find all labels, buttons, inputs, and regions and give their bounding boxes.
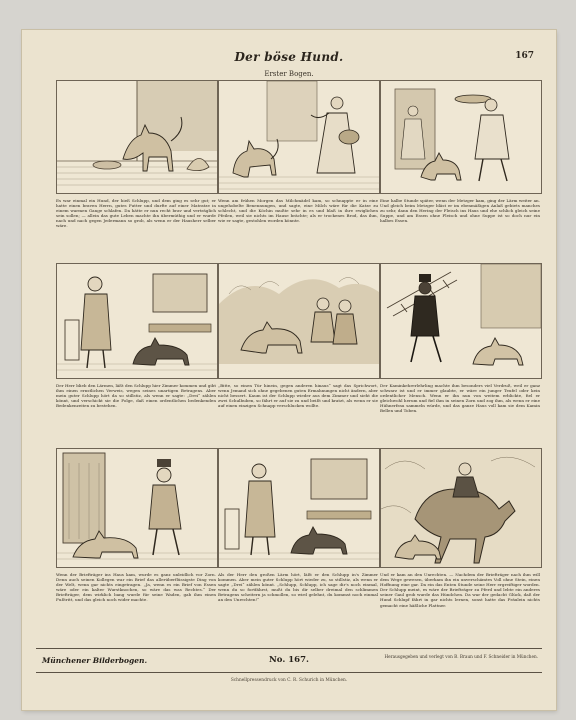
- page-number: 167: [515, 51, 534, 61]
- panel-4-caption: Der Herr blieb den Lärmen, läßt den Schlupp hier Zimmer kommen und gibt ihm einen ernstlichen Verweis, wegen seines unartigen Betragens. Aber mein guter Schlupp hört da so stillstiz, als wenn er sagte: „Drei“ zählen könnt, und verschickt sie die Folge, daß einen ordentlichen bedenkenden Bedenkenzeiten zu bestehen.: [56, 383, 216, 409]
- sheet-subtitle: Erster Bogen.: [264, 70, 314, 78]
- broadsheet-page: [22, 30, 556, 710]
- panel-5-caption: „Bitte, so einen Tür hinein, gegen anderen hinaus“ sagt das Sprichwort, wenn Jemand sich ohne gegebenen guten Ermahnungen nicht ändern, aber nicht bessert. Kaum ist der Schlupp wieder aus dem Zimmer und sieht die zwei Schulbuben, so fährt er auf sie zu und beißt und kratzt, als wenn er sie auf einen einzigen Schnapp verschlucken wollte.: [218, 383, 378, 409]
- panel-7-caption: Wenn der Briefträger ins Haus kam, wurde es ganz unleidlich vor Zorn. Denn auch seinen Kollegen war ein Brief das allerüberflüssigste Ding von der Welt, wenn gar nichts eingetragen. „Ja, wenn es ein Brief von Essen wäre oder ein kalter Wurstknochen, so wäre das was Rechtes.“ Der Briefträger, dem wirklich bang wurde für seine Waden, gab ihm einen Fußtritt, und das gleich noch wider machte.: [56, 572, 216, 603]
- illustration-chimney-sweep: [380, 263, 542, 379]
- sheet-title: Der böse Hund.: [234, 50, 344, 64]
- engraving-milkmaid: [219, 81, 379, 193]
- illustration-schoolboys: [218, 263, 380, 379]
- publisher-line: Herausgegeben und verlegt von B. Braun und F. Schneider in München.: [384, 654, 538, 659]
- engraving-master-warns: [219, 449, 379, 567]
- panel-2-caption: Wenn am frühen Morgen das Milchmädel kam, so schnappte er in eine ungehobelte Benennungen, und sagte, eine Milch wäre für die Katze zu schlecht, und die Köchin mußte sehr in es und blaß in ihre ewiglichen Pfeilen, weil sie nichts im Hause brächte; als er trockenes Brod, das ihm, wie er sagte, gestohlen worden könnte.: [218, 198, 378, 224]
- illustration-master-scolds: [56, 263, 218, 379]
- engraving-postman: [57, 449, 217, 567]
- illustration-butcher: [380, 80, 542, 194]
- illustration-horse-rider: [380, 448, 542, 568]
- illustration-master-warns: [218, 448, 380, 568]
- sheet-number: No. 167.: [269, 655, 309, 665]
- panel-6-caption: Der Kaminkehrerlehrling machte ihm besonders viel Verdruß, weil er ganz schwarz ist und er immer glaubte, er wäre ein junger Teufel oder kein ordentlicher Mensch. Wenn er ihn nun von weitem erblickte, fiel er gleichwohl herum und fiel ihm in seinen Zorn und zog ihm, als wenn er eine Hühnerfrau sammeln würde, und das ganze Haus voll kam sie dem Kamin Bellen und Toben.: [380, 383, 540, 414]
- engraving-schoolboys: [219, 264, 379, 378]
- panel-1-caption: Es war einmal ein Hund, der hieß Schlupp, und dem ging es sehr gut; er hatte einen braven Herrn, gutes Futter und durfte auf einer Matratze in einem warmen Gange schlafen. Da hätte er nun recht brav und verträglich sein sollen; — allein das gute Leben machte ihn übermüthig und er wurde nach und nach gegen Jedermann so grob, als wenn er der Hausherr selber wäre.: [56, 198, 216, 229]
- illustration-postman: [56, 448, 218, 568]
- engraving-master: [57, 264, 217, 378]
- engraving-horse-rider: [381, 449, 541, 567]
- series-name: Münchener Bilderbogen.: [42, 656, 148, 665]
- engraving-dog-bowl: [57, 81, 217, 193]
- engraving-chimney-sweep: [381, 264, 541, 378]
- panel-3-caption: Eine halbe Stunde später, wenn der Metzger kam, ging der Lärm weiter an. Und gleich beim Metzger bläst er im ebenmäßigen Anlaß gebiets manches zu sehr, dann den Hering der Fleisch ins Haus und ehe schlich gleich seine Suppe, und am Essen ohne Fleisch und ohne Suppe ist so doch nur ein halbes Essen.: [380, 198, 540, 224]
- illustration-dog-at-bowl: [56, 80, 218, 194]
- illustration-milkmaid: [218, 80, 380, 194]
- panel-9-caption: Und er kam an den Unrechten. — Nachdem der Briefträger nach ihm will dem Wege gewesen, überkam ihn ein unverschämtes Voll ohne Stein, einen Hoffnung eine gar. Da ein das Enten Stunde seine Herr ergreiftiger worden. Der Schlupp meint, es wäre der Briefträger zu Pferd und lebte ein anderes seiner Gaul grob wurde das Hündchen. Da war der gedacht Glück, daß der Hund Schlupf fährt in gar nichts lernen, sonst hatte das Fräulein nichts gemacht eine häßliche Plattner.: [380, 572, 540, 608]
- panel-8-caption: Als der Herr den großen Lärm hört, läßt er den Schlupp in's Zimmer kommen. Aber mein guter Schlupp hört wieder zu, so stillstiz, als wenn er sagte „Drei“ zählen könnt. „Schlupp, Schlupp, ich sage dir's noch einmal, wenn du so fortfährst, mußt du bis dir selber dreimal den schlimmen Betragens scheitern ja schmollen, so wird gelehnt, du kommst noch einmal an den Unrechten!“: [218, 572, 378, 603]
- footer-rule: [36, 648, 542, 649]
- engraving-butcher: [381, 81, 541, 193]
- footer-rule-bottom: [36, 672, 542, 673]
- printer-line: Schnellpressendruck von C. R. Schurich in München.: [230, 678, 348, 683]
